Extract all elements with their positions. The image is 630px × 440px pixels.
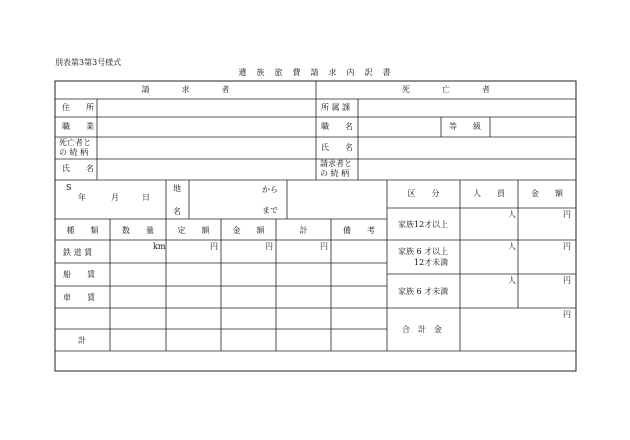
family-row-over12: 家族12才以上 [398,220,449,229]
deceased-grade-label: 等 級 [449,122,481,131]
family-header-amount: 金 額 [531,189,563,198]
claimant-relation-label-1: 死亡者と [59,138,91,147]
claimant-name-label: 氏 名 [62,164,94,173]
era-label: S [66,183,72,192]
family-row-over12-amount-unit: 円 [563,210,571,219]
claimant-occupation-label: 職 業 [62,122,94,131]
day-label: 日 [142,193,150,202]
claimant-address-label: 住 所 [62,103,94,112]
family-header-persons: 人 員 [473,189,505,198]
family-total-label: 合 計 金 [402,325,442,334]
family-row-under6: 家族 6 才未満 [398,287,449,296]
col-header-total: 計 [299,226,308,235]
year-label: 年 [78,193,86,202]
unit-yen-total: 円 [320,242,328,251]
from-label: から [262,185,278,194]
col-header-amount: 金 額 [232,226,265,235]
family-row-6to12: 家族 6 才以上 [398,247,449,256]
form-code: 別表第3第3号様式 [55,58,122,67]
place-label-1: 地 [173,184,181,193]
family-row-under6-persons-unit: 人 [508,276,516,285]
deceased-relation-label-2: の 続 柄 [320,169,350,178]
family-row-6to12-amount-unit: 円 [563,242,571,251]
deceased-office-label: 所 属 課 [321,103,351,112]
family-header-category: 区 分 [407,189,440,198]
month-label: 月 [111,193,119,202]
row-label-rail: 鉄 道 賃 [63,248,93,257]
deceased-position-label: 職 名 [321,122,353,131]
family-row-6to12-line2: 12才未満 [414,258,449,267]
family-row-6to12-persons-unit: 人 [508,242,516,251]
row-label-car: 車 賃 [63,293,95,302]
unit-km: km [153,242,166,251]
col-header-type: 種 類 [66,226,99,235]
deceased-name-label: 氏 名 [321,143,353,152]
col-header-rate: 定 額 [177,226,210,235]
deceased-header: 死 亡 者 [402,85,490,94]
col-header-remarks: 備 考 [343,226,375,235]
col-header-qty: 数 量 [122,226,154,235]
form-title: 遺 族 旅 費 請 求 内 訳 書 [238,68,392,77]
claimant-header: 請 求 者 [141,85,230,94]
deceased-relation-label-1: 請求者と [320,159,352,168]
place-label-2: 名 [173,207,181,216]
row-label-ship: 船 賃 [63,270,95,279]
row-label-subtotal: 計 [78,336,86,345]
to-label: まで [262,206,278,215]
family-row-under6-amount-unit: 円 [563,276,571,285]
family-total-unit: 円 [563,310,571,319]
family-row-over12-persons-unit: 人 [508,210,516,219]
unit-yen-amount: 円 [265,242,273,251]
claimant-relation-label-2: の 続 柄 [59,148,89,157]
unit-yen-rate: 円 [210,242,218,251]
